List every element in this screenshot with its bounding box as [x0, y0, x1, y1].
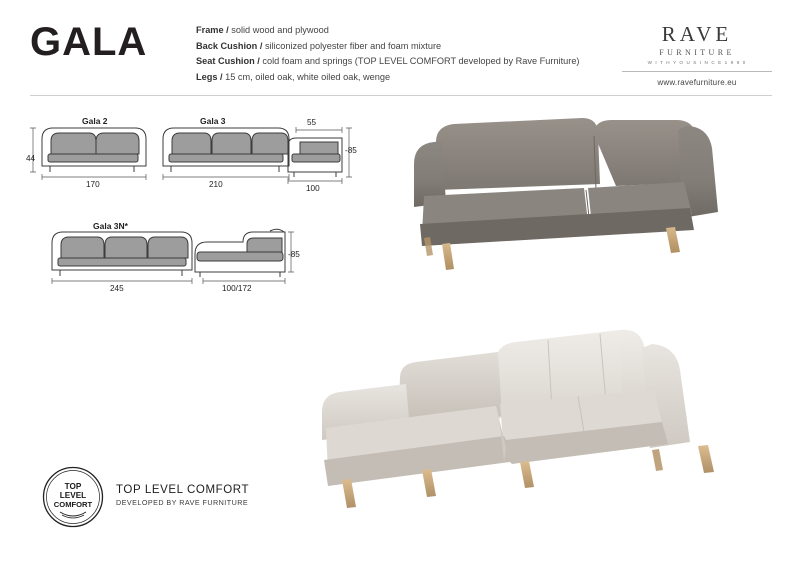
- spec-value-legs: 15 cm, oiled oak, white oiled oak, wenge: [225, 71, 391, 82]
- drawing-gala-2: [30, 128, 146, 180]
- svg-text:LEVEL: LEVEL: [59, 491, 87, 500]
- page-title: GALA: [30, 20, 148, 64]
- dim-gala-3n-width: 245: [110, 284, 124, 293]
- drawing-label-gala-2: Gala 2: [82, 116, 108, 126]
- spec-value-seat-cushion: cold foam and springs (TOP LEVEL COMFORT developed by Rave Furniture): [262, 56, 580, 66]
- spec-label-legs: Legs /: [196, 71, 223, 82]
- badge-title: TOP LEVEL COMFORT: [116, 484, 250, 496]
- dim-gala-2-height: 44: [26, 154, 36, 163]
- dim-side-width: 100: [306, 184, 320, 193]
- badge-subtitle: DEVELOPED BY RAVE FURNITURE: [116, 498, 249, 507]
- svg-text:TOP: TOP: [64, 482, 82, 491]
- spec-label-seat-cushion: Seat Cushion /: [196, 56, 260, 66]
- drawing-label-gala-3n: Gala 3N*: [93, 221, 128, 231]
- spec-label-back-cushion: Back Cushion /: [196, 40, 263, 51]
- spec-label-frame: Frame /: [196, 25, 229, 35]
- svg-text:COMFORT: COMFORT: [53, 500, 93, 509]
- brand-subtitle: FURNITURE: [659, 48, 735, 57]
- spec-value-frame: solid wood and plywood: [231, 25, 329, 35]
- drawing-chaise-module: [195, 229, 294, 284]
- brand-url: www.ravefurniture.eu: [657, 78, 737, 87]
- photo-sofa-beige-corner: [300, 300, 770, 520]
- drawing-side-view: [288, 127, 352, 184]
- top-level-comfort-badge: [42, 466, 104, 528]
- dim-chaise-width: 100/172: [222, 284, 252, 293]
- dim-gala-3-width: 210: [209, 180, 223, 189]
- dim-side-height: -85: [345, 146, 357, 155]
- brand-tagline: W I T H Y O U S I N C E 1 9 9 0: [647, 60, 747, 65]
- drawing-label-gala-3: Gala 3: [200, 116, 226, 126]
- spec-value-back-cushion: siliconized polyester fiber and foam mixture: [264, 40, 442, 51]
- photo-sofa-grey: [398, 112, 770, 272]
- dim-chaise-height: -85: [288, 250, 300, 259]
- dim-gala-2-width: 170: [86, 180, 100, 189]
- brand-name: RAVE: [661, 22, 733, 46]
- badge-caption: [116, 484, 249, 507]
- drawing-gala-3: [163, 128, 289, 180]
- dim-side-depth: 55: [307, 118, 317, 127]
- drawing-gala-3n: [52, 232, 192, 284]
